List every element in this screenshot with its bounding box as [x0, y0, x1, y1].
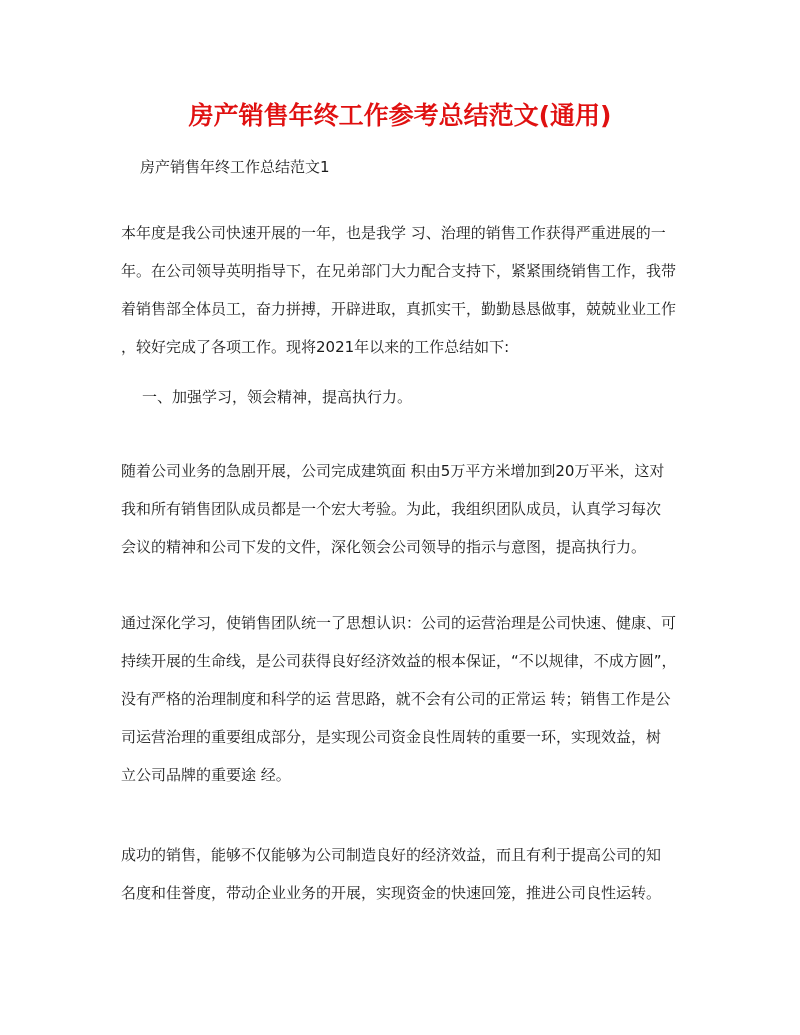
paragraph-line: 持续开展的生命线，是公司获得良好经济效益的根本保证，“不以规律，不成方圆”，	[121, 652, 677, 670]
paragraph-line: 会议的精神和公司下发的文件，深化领会公司领导的指示与意图，提高执行力。	[121, 538, 647, 556]
paragraph-line: 通过深化学习，使销售团队统一了思想认识：公司的运营治理是公司快速、健康、可	[121, 614, 677, 632]
paragraph-growth	[121, 452, 686, 566]
document-subtitle: 房产销售年终工作总结范文1	[140, 158, 330, 176]
paragraph-line: 我和所有销售团队成员都是一个宏大考验。为此，我组织团队成员，认真学习每次	[121, 500, 662, 518]
page-title: 房产销售年终工作参考总结范文(通用)	[188, 101, 612, 130]
paragraph-line: 年。在公司领导英明指导下，在兄弟部门大力配合支持下，紧紧围绕销售工作，我带	[121, 262, 677, 280]
paragraph-line: 名度和佳誉度，带动企业业务的开展，实现资金的快速回笼，推进公司良性运转。	[121, 884, 662, 902]
paragraph-line: 立公司品牌的重要途 经。	[121, 766, 291, 784]
paragraph-line: 没有严格的治理制度和科学的运 营思路，就不会有公司的正常运 转；销售工作是公	[121, 690, 671, 708]
section-heading: 一、加强学习，领会精神，提高执行力。	[142, 388, 413, 406]
paragraph-intro	[121, 214, 686, 366]
paragraph-line: 本年度是我公司快速开展的一年，也是我学 习、治理的销售工作获得严重进展的一	[121, 224, 666, 242]
paragraph-line: 着销售部全体员工，奋力拼搏，开辟进取，真抓实干，勤勤恳恳做事，兢兢业业工作	[121, 300, 677, 318]
paragraph-sales	[121, 836, 686, 912]
paragraph-line: ，较好完成了各项工作。现将2021年以来的工作总结如下:	[121, 338, 510, 356]
paragraph-learning	[121, 604, 686, 794]
paragraph-line: 司运营治理的重要组成部分，是实现公司资金良性周转的重要一环，实现效益，树	[121, 728, 662, 746]
paragraph-line: 成功的销售，能够不仅能够为公司制造良好的经济效益，而且有利于提高公司的知	[121, 846, 662, 864]
paragraph-line: 随着公司业务的急剧开展，公司完成建筑面 积由5万平方米增加到20万平米，这对	[121, 462, 665, 480]
